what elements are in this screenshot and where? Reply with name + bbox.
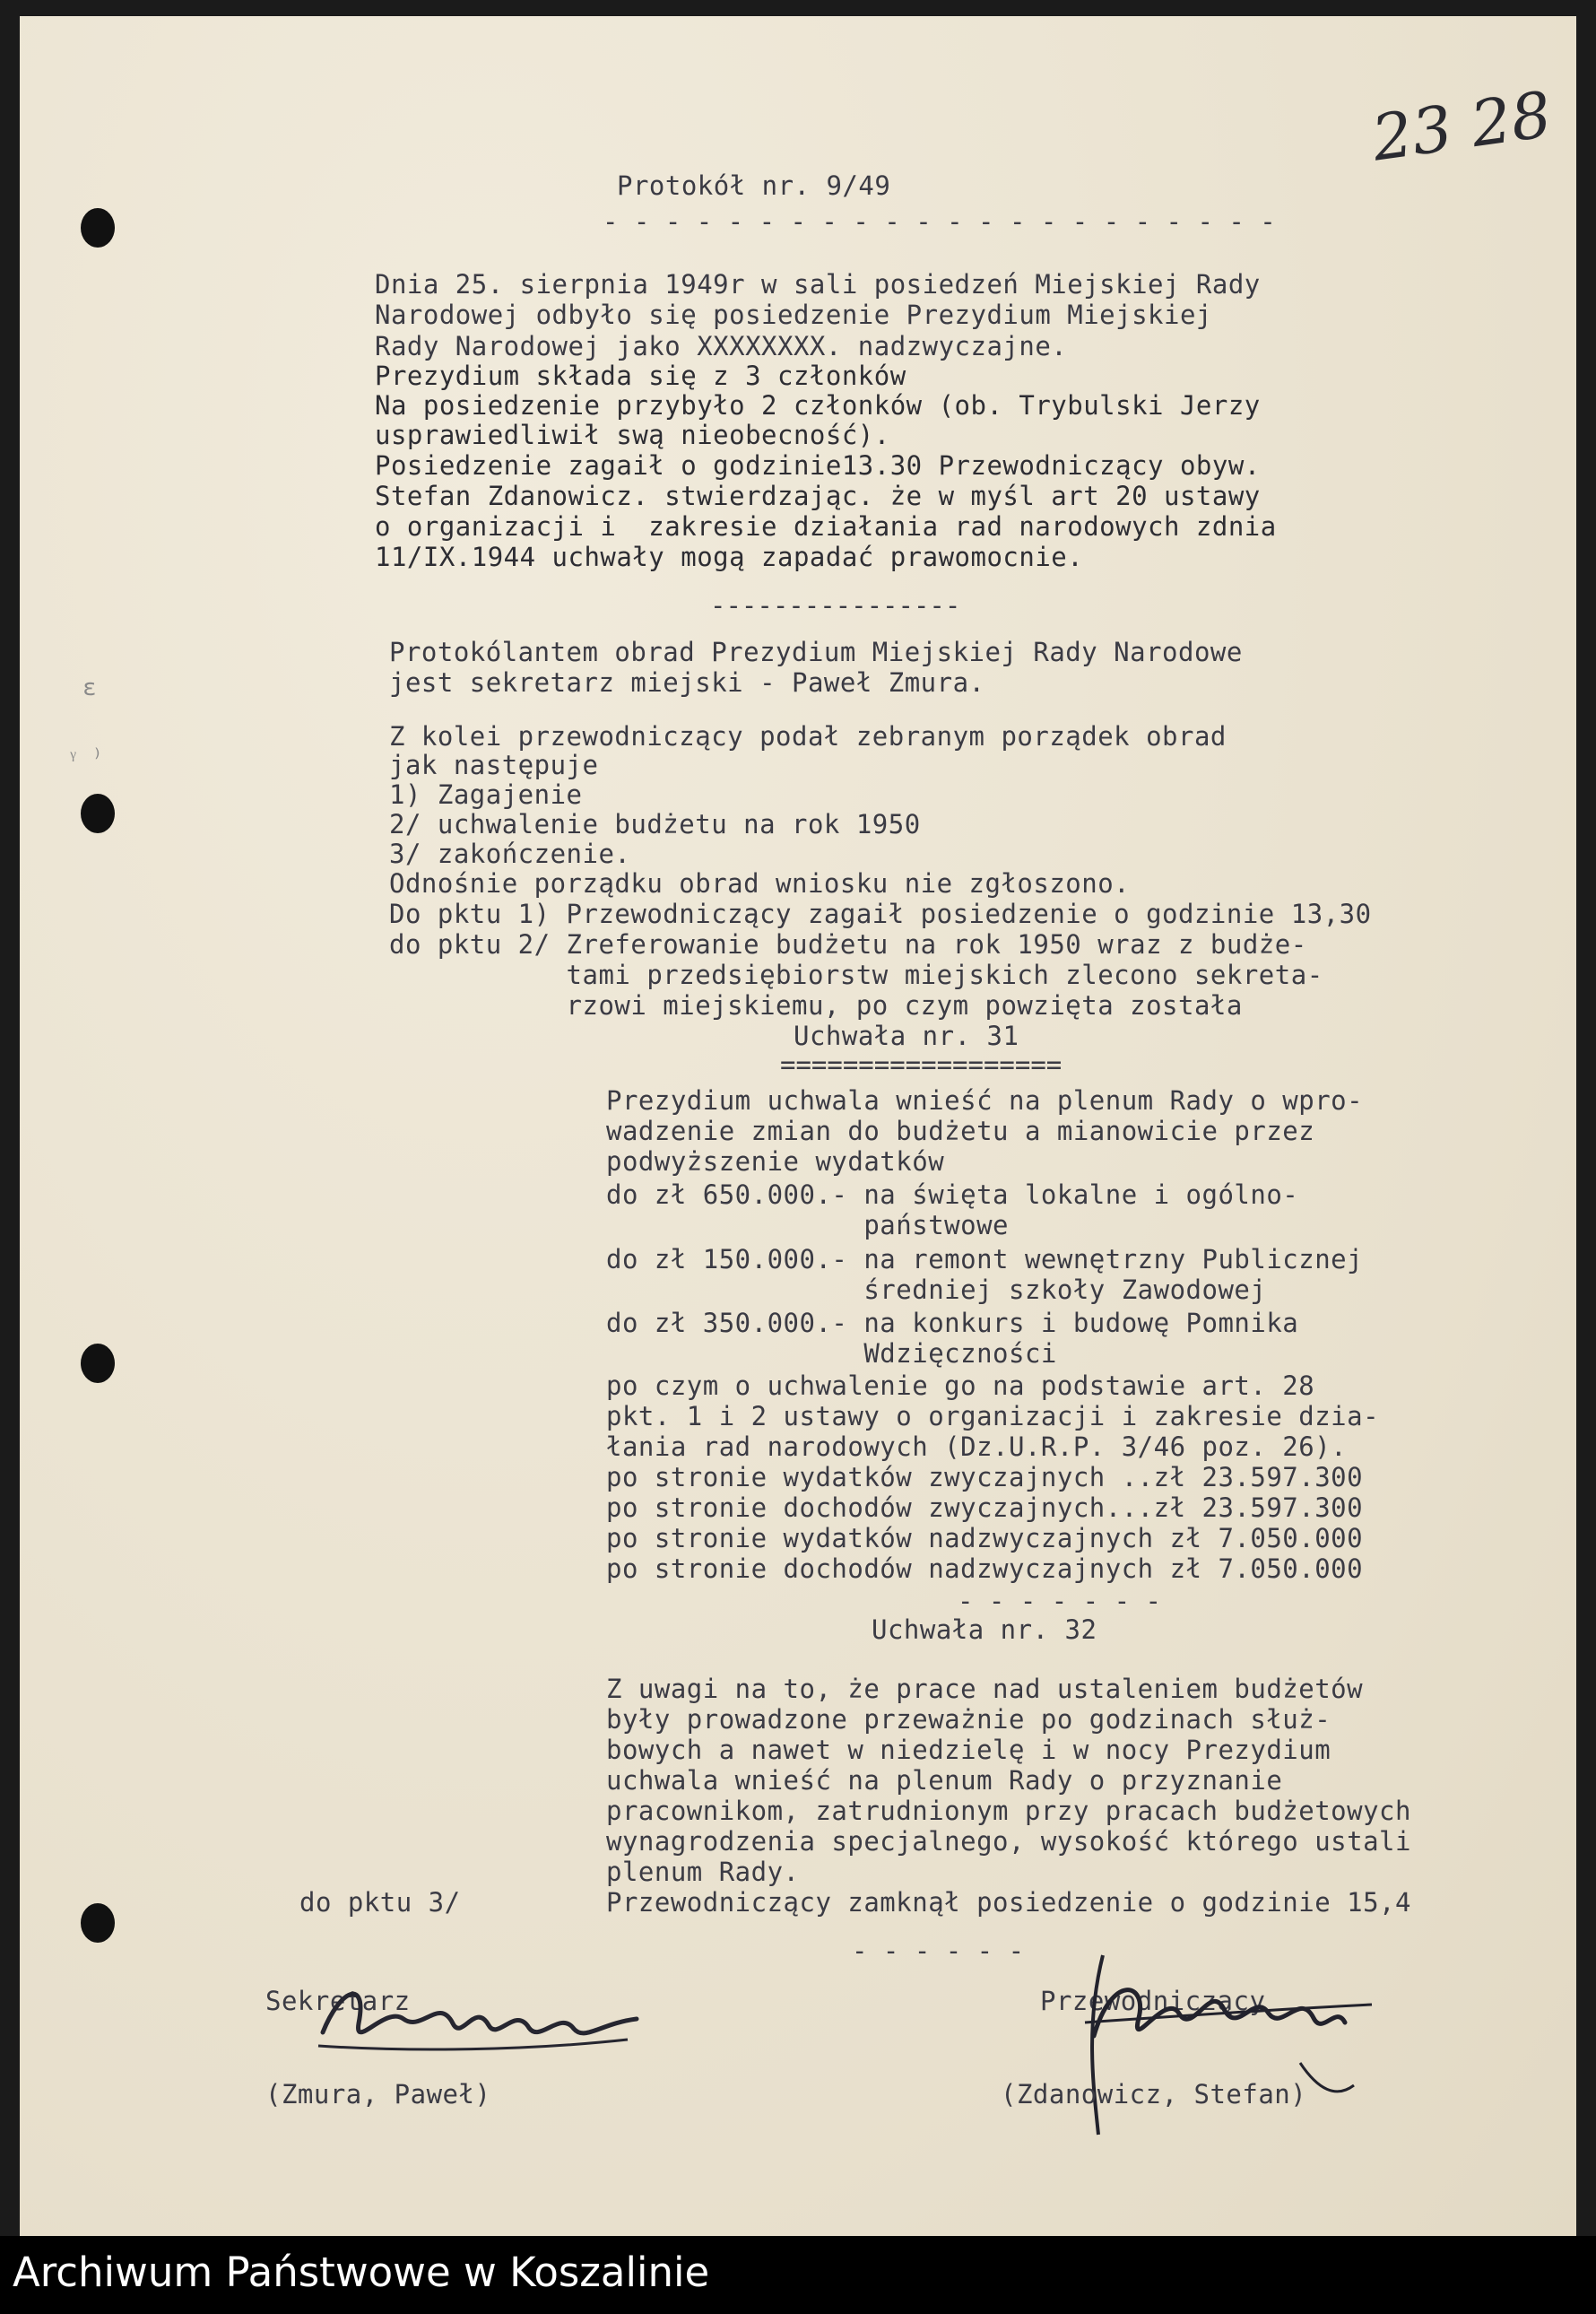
text-line: podwyższenie wydatków [606, 1146, 945, 1177]
text-line: 11/IX.1944 uchwały mogą zapadać prawomocnie. [375, 542, 1084, 572]
title-underline: - - - - - - - - - - - - - - - - - - - - - - [603, 206, 1276, 237]
text-line: plenum Rady. [606, 1857, 800, 1887]
budget-line: po stronie wydatków zwyczajnych ..zł 23.597.300 [606, 1462, 1364, 1492]
budget-line: po stronie dochodów zwyczajnych...zł 23.597.300 [606, 1492, 1364, 1523]
text-line: pkt. 1 i 2 ustawy o organizacji i zakresie dzia- [606, 1401, 1380, 1431]
archive-name: Archiwum Państwowe w Koszalinie [13, 2249, 710, 2296]
text-line: uchwala wnieść na plenum Rady o przyznanie [606, 1765, 1283, 1796]
text-line: Odnośnie porządku obrad wniosku nie zgłoszono. [389, 868, 1131, 899]
chairman-role: Przewodniczący [1040, 1986, 1266, 2016]
text-line: do zł 150.000.- na remont wewnętrzny Publicznej [606, 1244, 1364, 1274]
text-line: Prezydium składa się z 3 członków [375, 361, 906, 391]
text-line: Stefan Zdanowicz. stwierdzając. że w myśl art 20 ustawy [375, 481, 1261, 511]
budget-line: po stronie dochodów nadzwyczajnych zł 7.050.000 [606, 1553, 1364, 1584]
text-line: o organizacji i zakresie działania rad narodowych zdnia [375, 511, 1277, 542]
folio-number: 23 28 [1367, 77, 1557, 176]
secretary-role: Sekretarz [265, 1986, 411, 2016]
secretary-signature [305, 1970, 646, 2068]
punch-hole-4 [81, 1903, 115, 1943]
text-line: łania rad narodowych (Dz.U.R.P. 3/46 poz. 26). [606, 1431, 1348, 1462]
text-line: Na posiedzenie przybyło 2 członków (ob. Trybulski Jerzy [375, 390, 1261, 421]
text-line: Prezydium uchwala wnieść na plenum Rady o wpro- [606, 1085, 1364, 1116]
text-line: do zł 350.000.- na konkurs i budowę Pomnika [606, 1308, 1299, 1338]
punch-hole-2 [81, 794, 115, 833]
secretary-name: (Zmura, Paweł) [265, 2079, 491, 2110]
text-line: wadzenie zmian do budżetu a mianowicie przez [606, 1116, 1315, 1146]
punch-hole-3 [81, 1344, 115, 1383]
text-line: tami przedsiębiorstw miejskich zlecono sekreta- [389, 960, 1323, 990]
text-line: Wdzięczności [606, 1338, 1057, 1369]
text-line: rzowi miejskiemu, po czym powzięta została [389, 990, 1243, 1021]
text-line: Z uwagi na to, że prace nad ustaleniem budżetów [606, 1674, 1364, 1704]
resolution-32-heading: Uchwała nr. 32 [872, 1614, 1097, 1645]
budget-line: po stronie wydatków nadzwyczajnych zł 7.050.000 [606, 1523, 1364, 1553]
text-line: pracownikom, zatrudnionym przy pracach budżetowych [606, 1796, 1411, 1826]
document-title: Protokół nr. 9/49 [617, 170, 891, 201]
text-line: do zł 650.000.- na święta lokalne i ogólno- [606, 1179, 1299, 1210]
text-line: Posiedzenie zagaił o godzinie13.30 Przewodniczący obyw. [375, 450, 1261, 481]
section-divider: - - - - - - - [958, 1586, 1161, 1616]
resolution-31-heading: Uchwała nr. 31 [794, 1021, 1019, 1051]
text-line: państwowe [606, 1210, 1009, 1240]
text-line: bowych a nawet w niedzielę i w nocy Prezydium [606, 1735, 1331, 1765]
text-line: Narodowej odbyło się posiedzenie Prezydium Miejskiej [375, 300, 1212, 330]
chairman-name: (Zdanowicz, Stefan) [1001, 2079, 1307, 2110]
punch-hole-1 [81, 208, 115, 248]
margin-mark: ɛ [82, 674, 97, 701]
agenda-item: 2/ uchwalenie budżetu na rok 1950 [389, 809, 921, 839]
point-3-label: do pktu 3/ [299, 1887, 461, 1918]
archive-footer [0, 2236, 1596, 2314]
text-line: Rady Narodowej jako XXXXXXXX. nadzwyczajne. [375, 331, 1068, 361]
text-line: Dnia 25. sierpnia 1949r w sali posiedzeń Miejskiej Rady [375, 269, 1261, 300]
text-line: jest sekretarz miejski - Paweł Zmura. [389, 667, 985, 698]
closing-line: Przewodniczący zamknął posiedzenie o godzinie 15,4 [606, 1887, 1411, 1918]
section-divider: - - - - - - [852, 1936, 1025, 1966]
text-line: Do pktu 1) Przewodniczący zagaił posiedzenie o godzinie 13,30 [389, 899, 1372, 929]
resolution-31-underline: ================== [780, 1049, 1063, 1080]
margin-mark: ᵞ ⁾ [70, 744, 105, 771]
text-line: usprawiedliwił swą nieobecność). [375, 420, 890, 450]
text-line: do pktu 2/ Zreferowanie budżetu na rok 1950 wraz z budże- [389, 929, 1307, 960]
text-line: po czym o uchwalenie go na podstawie art. 28 [606, 1370, 1315, 1401]
agenda-item: 1) Zagajenie [389, 779, 583, 810]
text-line: jak następuje [389, 750, 599, 780]
text-line: Z kolei przewodniczący podał zebranym porządek obrad [389, 721, 1227, 752]
section-divider: ---------------- [710, 590, 961, 621]
text-line: wynagrodzenia specjalnego, wysokość którego ustali [606, 1826, 1411, 1857]
agenda-item: 3/ zakończenie. [389, 839, 631, 869]
text-line: średniej szkoły Zawodowej [606, 1274, 1267, 1305]
text-line: były prowadzone przeważnie po godzinach służ- [606, 1704, 1331, 1735]
text-line: Protokólantem obrad Prezydium Miejskiej Rady Narodowe [389, 637, 1243, 667]
chairman-signature [1031, 1919, 1390, 2144]
